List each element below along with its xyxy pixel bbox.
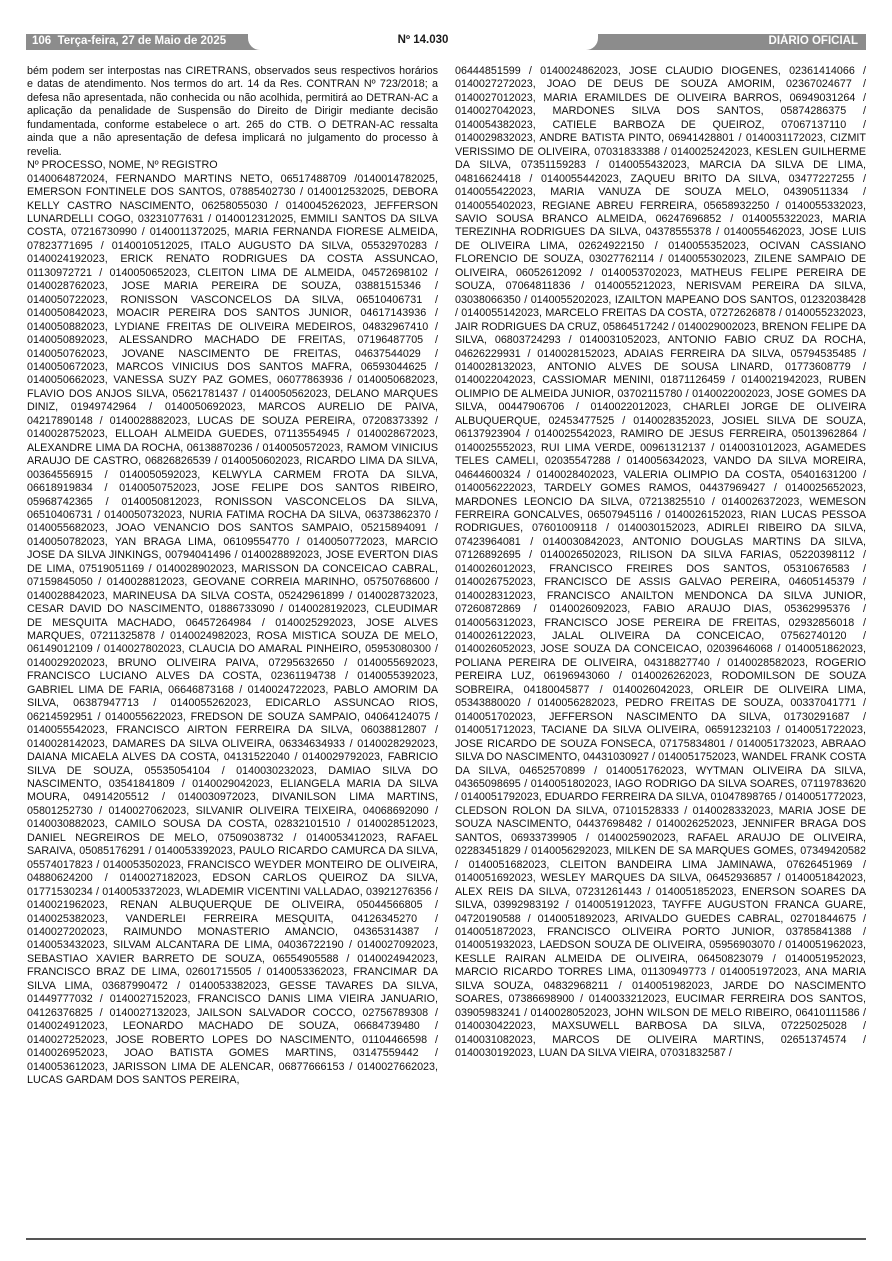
page-header (26, 34, 866, 50)
page-number: 106 (32, 35, 52, 47)
issue-number: Nº 14.030 (248, 31, 598, 50)
left-text-column: bém podem ser interpostas nas CIRETRANS, observados seus respectivos horários e datas de atendimento. Nos termos do art. 14 da Res. CONTRAN Nº 723/2018; a defesa não apresentada, não conhecida ou não acolhida, permitirá ao DETRAN-AC a aplicação da penalidade de Suspensão do Direito de Dirigir mediante decisão fundamentada, conforme estabelece o art. 265 do CTB. O DETRAN-AC ressalta ainda que a não apresentação de defesa implicará no julgamento do processo à revelia. Nº PROCESSO, NOME, Nº REGISTRO 0140064872024, FERNANDO MARTINS NETO, 06517488709 /0140014782025, EMERSON FONTINELE DOS SANTOS, 07885402730 / 0140012532025, DEBORA KELLY CASTRO NASCIMENTO, 06258055030 / 0140045262023, JEFFERSON LUNARDELLI COGO, 03231077631 / 0140012312025, EMMILI SANTOS DA SILVA COSTA, 07216730990 / 0140011372025, MARIA FERNANDA FIORESE ALMEIDA, 07823771695 / 0140010512025, ITALO AUGUSTO DA SILVA, 05532970283 / 0140024192023, ERICK RENATO RODRIGUES DA COSTA ASSUNCAO, 01130972721 / 0140050652023, CLEITON LIMA DE ALMEIDA, 04572698102 / 0140028762023, JOSE MARIA PEREIRA DE SOUZA, 03881515346 / 0140050722023, RONISSON VASCONCELOS DA SILVA, 06510406731 / 0140050842023, MOACIR PEREIRA DOS SANTOS JUNIOR, 04617143936 / 0140050882023, LYDIANE FREITAS DE OLIVEIRA MEDEIROS, 04832967410 / 0140050892023, ALESSANDRO MACHADO DE FREITAS, 07196487705 / 0140050762023, JOVANE NASCIMENTO DE FREITAS, 04637544029 / 0140050672023, MARCOS VINICIUS DOS SANTOS MAFRA, 06593044625 / 0140050662023, VANESSA SUZY PAZ GOMES, 06077863936 / 0140050682023, FLAVIO DOS ANJOS SILVA, 05621781437 / 0140050562023, DELANO MARQUES DINIZ, 01949742964 / 0140050692023, MARCOS AURELIO DE PAIVA, 04217890148 / 0140028882023, LUCAS DE SOUZA PEREIRA, 07208373392 / 0140028752023, ELLOAH ALMEIDA GUEDES, 07113554945 / 0140028672023, ALEXANDRE LIMA DA ROCHA, 06138870236 / 0140050572023, RAMOM VINICIUS ARAUJO DE CASTRO, 06826826539 / 0140050602023, RICARDO LIMA DA SILVA, 00364556915 / 0140050592023, KELWYLA CARMEM FROTA DA SILVA, 06618919834 / 0140050752023, JOSE FELIPE DOS SANTOS RIBEIRO, 05968742365 / 0140050812023, RONISSON VASCONCELOS DA SILVA, 06510406731 / 0140050732023, NURIA FATIMA ROCHA DA SILVA, 06373862370 / 0140055682023, JOAO VENANCIO DOS SANTOS SAMPAIO, 05215894091 / 0140050782023, YAN BRAGA LIMA, 06109554770 / 0140050772023, MARCIO JOSE DA SILVA JINKINGS, 00794041496 / 0140028892023, JOSE EVERTON DIAS DE LIMA, 07519051169 / 0140028902023, MARISSON DA CONCEICAO CABRAL, 07159845050 / 0140028812023, GEOVANE CORREIA MARINHO, 05750768600 / 0140028842023, MARINEUSA DA SILVA COSTA, 05242961899 / 0140028732023, CESAR DAVID DO NASCIMENTO, 01886733090 / 0140028192023, CLEUDIMAR DE MESQUITA MACHADO, 06457264984 / 0140025292023, JOSE ALVES MARQUES, 07211325878 / 0140024982023, ROSA MISTICA SOUZA DE MELO, 06149012109 / 0140027802023, CLAUCIA DO AMARAL PINHEIRO, 05953080300 / 0140029202023, BRUNO OLIVEIRA PAIVA, 07295632650 / 0140055692023, FRANCISCO LUCIANO ALVES DA COSTA, 02361194738 / 0140055392023, GABRIEL LIMA DE FARIA, 06646873168 / 0140024722023, PABLO AMORIM DA SILVA, 06387947713 / 0140055262023, EDICARLO ASSUNCAO RIOS, 06214592951 / 0140055622023, FREDSON DE SOUZA SAMPAIO, 04064124075 / 0140055542023, FRANCISCO AIRTON FERREIRA DA SILVA, 06038812807 / 0140028142023, DAMARES DA SILVA OLIVEIRA, 06334634933 / 0140028292023, DAIANA MICAELA ALVES DA COSTA, 04131522040 / 0140029792023, FABRICIO SILVA DE SOUZA, 05535054104 / 0140030232023, DAMIAO SILVA DO NASCIMENTO, 03541841809 / 0140029042023, ELIANGELA MARIA DA SILVA MOURA, 04914205512 / 0140030972023, DIVANILSON LIMA MARTINS, 05801252730 / 0140027062023, SILVANIR OLIVEIRA TEIXEIRA, 04068692090 / 0140030882023, CAMILO SOUSA DA COSTA, 02832101510 / 0140028512023, DANIEL NEGREIROS DE MELO, 07509038732 / 0140053412023, RAFAEL SARAIVA, 05085176291 / 0140053392023, PAULO RICARDO CAMURCA DA SILVA, 05574017823 / 0140053502023, FRANCISCO WEYDER MONTEIRO DE OLIVEIRA, 04880624200 / 0140027182023, EDSON CARLOS QUEIROZ DA SILVA, 01771530234 / 0140053372023, WLADEMIR VICENTINI VALLADAO, 03921276356 / 0140021962023, RENAN ALBUQUERQUE DE OLIVEIRA, 05044566805 / 0140025382023, VANDERLEI FERREIRA MESQUITA, 04126345270 / 0140027202023, RAIMUNDO MONASTERIO AMANCIO, 04365314387 / 0140053432023, SILVAM ALCANTARA DE LIMA, 04036722190 / 0140027092023, SEBASTIAO XAVIER BARRETO DE SOUZA, 06554905588 / 0140024942023, FRANCISCO BRAZ DE LIMA, 02601715505 / 0140053362023, FRANCIMAR DA SILVA LIMA, 03687990472 / 0140053382023, GESSE TAVARES DA SILVA, 01449777032 / 0140027152023, FRANCISCO DANIS LIMA VIEIRA JANUARIO, 04126376825 / 0140027132023, JAILSON SALVADOR COCCO, 02756789308 / 0140024912023, LEONARDO MACHADO DE SOUZA, 06684739480 / 0140027252023, JOSE ROBERTO LOPES DO NASCIMENTO, 01104466598 / 0140026952023, JOAO BATISTA GOMES MARTINS, 03147559442 / 0140053612023, JARISSON LIMA DE ALENCAR, 06877666153 / 0140027662023, LUCAS GARDAM DOS SANTOS PEREIRA, (27, 65, 438, 1086)
publication-date: Terça-feira, 27 de Maio de 2025 (57, 35, 227, 47)
footer-divider (26, 1238, 866, 1240)
right-text-column: 06444851599 / 0140024862023, JOSE CLAUDIO DIOGENES, 02361414066 / 0140027272023, JOAO DE DEUS DE SOUZA AMORIM, 02367024677 / 0140027012023, MARIA ERAMILDES DE OLIVEIRA BARROS, 06949031264 / 0140027042023, MARDONES SILVA DOS SANTOS, 05874286375 / 0140054382023, CATIELE BARBOZA DE QUEIROZ, 07067137110 / 0140029832023, ANDRE BATISTA PINTO, 06941428801 / 0140031172023, CIZMIT VERISSIMO DE OLIVEIRA, 07031833388 / 0140025242023, KESLEN GUILHERME DA SILVA, 07351159283 / 0140055432023, MARCIA DA SILVA DE LIMA, 04816624418 / 0140055442023, ZAQUEU BRITO DA SILVA, 03477227255 / 0140055422023, MARIA VANUZA DE SOUZA MELO, 04390511334 / 0140055402023, REGIANE ABREU FERREIRA, 05658932250 / 0140055332023, SAVIO SOUSA BRANCO ALMEIDA, 06247696852 / 0140055322023, MARIA TEREZINHA RODRIGUES DA SILVA, 04378555378 / 0140055462023, JOSE LUIS DE OLIVEIRA LIMA, 02624922150 / 0140055352023, OCIVAN CASSIANO FLORENCIO DE SOUZA, 03027762114 / 0140055302023, ZILENE SAMPAIO DE OLIVEIRA, 06052612092 / 0140053702023, MATHEUS FELIPE PEREIRA DE SOUZA, 07064811836 / 0140055212023, NERISVAM PEREIRA DA SILVA, 03038066350 / 0140055202023, IZAILTON MAPEANO DOS SANTOS, 01232038428 / 0140055142023, MARCELO FREITAS DA COSTA, 07272626878 / 0140055232023, JAIR RODRIGUES DA CRUZ, 05864517242 / 0140029002023, BRENON FELIPE DA SILVA, 06803724293 / 0140031052023, ANTONIO FABIO CRUZ DA ROCHA, 04626229931 / 0140028152023, ADAIAS FERREIRA DA SILVA, 05794535485 / 0140028132023, ANTONIO ALVES DE SOUSA LINARD, 01773608779 / 0140022042023, CASSIOMAR MENINI, 01871126459 / 0140021942023, RUBEN OLIMPIO DE ALMEIDA JUNIOR, 03702115780 / 0140022002023, JOSE GOMES DA SILVA, 00447906706 / 0140022012023, CHARLEI JORGE DE OLIVEIRA ALBUQUERQUE, 02453477525 / 0140028352023, JOSIEL SILVA DE SOUZA, 06137923904 / 0140025542023, RAMIRO DE JESUS FERREIRA, 05013962864 / 0140025552023, RUI LIMA VERDE, 00961312137 / 0140031012023, AGAMEDES TELES CAMELI, 02035547288 / 0140056342023, VANDO DA SILVA MOREIRA, 04644600324 / 0140028402023, VALERIA OLIMPIO DA COSTA, 05401631200 / 0140056222023, TARDELY GOMES RAMOS, 04437969427 / 0140025652023, MARDONES LEONCIO DA SILVA, 07213825510 / 0140026372023, WEMESON FERREIRA GONCALVES, 06507945116 / 0140026152023, RIAN LUCAS PESSOA RODRIGUES, 07601009118 / 0140030152023, ADIRLEI RIBEIRO DA SILVA, 07423964081 / 0140030842023, ANTONIO DOUGLAS MARTINS DA SILVA, 07126892695 / 0140026502023, RILISON DA SILVA FARIAS, 05220398112 / 0140026012023, FRANCISCO FREIRES DOS SANTOS, 05310676583 / 0140026752023, FRANCISCO DE ASSIS GALVAO PEREIRA, 04605145379 / 0140028312023, FRANCISCO ANAILTON MENDONCA DA SILVA JUNIOR, 07260872869 / 0140026092023, FABIO ARAUJO DIAS, 05362995376 / 0140056312023, FRANCISCO JOSE PEREIRA DE FREITAS, 02932856018 / 0140026122023, JALAL OLIVEIRA DA CONCEICAO, 07562740120 / 0140026052023, JOSE SOUZA DA CONCEICAO, 02039646068 / 0140051862023, POLIANA PEREIRA DE OLIVEIRA, 04318827740 / 0140028582023, ROGERIO PEREIRA LUZ, 06196943060 / 0140026262023, RODOMILSON DE SOUZA SOBREIRA, 04180045877 / 0140026042023, ORLEIR DE OLIVEIRA LIMA, 05343880020 / 0140056282023, PEDRO FREITAS DE SOUZA, 00337041771 / 0140051702023, JEFFERSON NASCIMENTO DA SILVA, 01730291687 / 0140051712023, TACIANE DA SILVA OLIVEIRA, 06591232103 / 0140051722023, JOSE RICARDO DE SOUZA FONSECA, 07175834801 / 0140051732023, ABRAAO SILVA DO NASCIMENTO, 04431030927 / 0140051752023, WANDEL FRANK COSTA DA SILVA, 04652570899 / 0140051762023, WYTMAN OLIVEIRA DA SILVA, 04365098695 / 0140051802023, IAGO RODRIGO DA SILVA SOARES, 07119783620 / 0140051792023, EDUARDO FERREIRA DA SILVA, 01047898765 / 0140051772023, CLEDSON ROLON DA SILVA, 07101528333 / 0140028332023, MARIA JOSE DE SOUZA NASCIMENTO, 04437698482 / 0140026252023, JENNIFER BRAGA DOS SANTOS, 06933739905 / 0140025902023, RAFAEL ARAUJO DE OLIVEIRA, 02283451829 / 0140056292023, MILKEN DE SA MARQUES GOMES, 07349420582 / 0140051682023, CLEITON BANDEIRA LIMA JAMINAWA, 07626451969 / 0140051692023, WESLEY MARQUES DA SILVA, 06452936857 / 0140051842023, ALEX REIS DA SILVA, 07231261443 / 0140051852023, ENERSON SOARES DA SILVA, 03992983192 / 0140051912023, TAYFFE AUGUSTON FRANCA GUARE, 04720190588 / 0140051892023, ARIVALDO GUEDES CABRAL, 02701844675 / 0140051872023, FRANCISCO OLIVEIRA PORTO JUNIOR, 03785841388 / 0140051932023, LAEDSON SOUZA DE OLIVEIRA, 05956903070 / 0140051962023, KESLLE RAIRAN ALMEIDA DE OLIVEIRA, 06450823079 / 0140051952023, MARCIO RICARDO TORRES LIMA, 01130949773 / 0140051972023, ANA MARIA SILVA SOUZA, 04832968211 / 0140051982023, JARDE DO NASCIMENTO SOARES, 07386698900 / 0140033212023, EUCIMAR FERREIRA DOS SANTOS, 03905983241 / 0140028052023, JOHN WILSON DE MELO RIBEIRO, 06410111586 / 0140030422023, MAXSUWELL BARBOSA DA SILVA, 07225025028 / 0140031082023, MARCOS DE OLIVEIRA MARTINS, 02651374574 / 0140030192023, LUAN DA SILVA VIEIRA, 07031832587 / (455, 65, 866, 1060)
header-page-date (32, 35, 226, 47)
publication-title: DIÁRIO OFICIAL (768, 35, 858, 47)
